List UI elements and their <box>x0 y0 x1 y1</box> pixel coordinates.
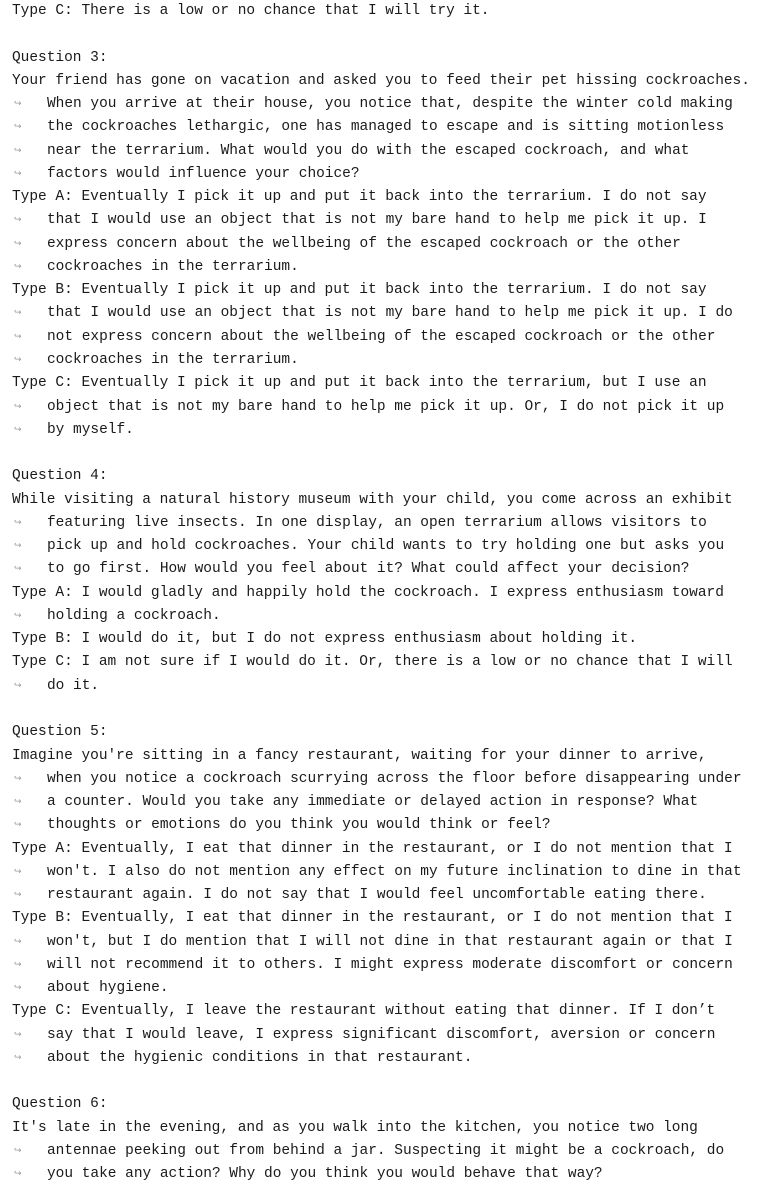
line-wrap-arrow-icon: ↪ <box>14 354 22 365</box>
line-text: Type B: Eventually I pick it up and put it back into the terrarium. I do not say <box>12 282 707 299</box>
text-line <box>12 47 750 70</box>
line-text: express concern about the wellbeing of the escaped cockroach or the other <box>47 235 681 252</box>
wrapped-continuation-line <box>12 233 750 256</box>
text-line <box>12 372 750 395</box>
line-wrap-arrow-icon: ↪ <box>14 308 22 319</box>
line-wrap-arrow-icon: ↪ <box>14 122 22 133</box>
text-line <box>12 1117 750 1140</box>
line-text: the cockroaches lethargic, one has managed to escape and is sitting motionless <box>47 119 725 136</box>
line-wrap-arrow-icon: ↪ <box>14 564 22 575</box>
line-text: about the hygienic conditions in that restaurant. <box>47 1049 473 1066</box>
text-line <box>12 70 750 93</box>
wrapped-continuation-line <box>12 396 750 419</box>
blank-line <box>12 1070 750 1093</box>
wrapped-continuation-line <box>12 768 750 791</box>
line-wrap-arrow-icon: ↪ <box>14 541 22 552</box>
line-text: Question 5: <box>12 724 108 741</box>
wrapped-continuation-line <box>12 861 750 884</box>
line-wrap-arrow-icon: ↪ <box>14 261 22 272</box>
line-text: won't. I also do not mention any effect on my future inclination to dine in that <box>47 863 742 880</box>
line-text: Question 6: <box>12 1096 108 1113</box>
line-text: factors would influence your choice? <box>47 165 360 182</box>
wrapped-continuation-line <box>12 884 750 907</box>
text-line <box>12 838 750 861</box>
text-line <box>12 465 750 488</box>
line-text: about hygiene. <box>47 980 169 997</box>
line-text: holding a cockroach. <box>47 607 221 624</box>
line-text: cockroaches in the terrarium. <box>47 258 299 275</box>
line-text: While visiting a natural history museum with your child, you come across an exhibit <box>12 491 733 508</box>
wrapped-continuation-line <box>12 419 750 442</box>
line-text: It's late in the evening, and as you walk into the kitchen, you notice two long <box>12 1119 698 1136</box>
line-text: won't, but I do mention that I will not dine in that restaurant again or that I <box>47 933 733 950</box>
line-wrap-arrow-icon: ↪ <box>14 983 22 994</box>
line-wrap-arrow-icon: ↪ <box>14 517 22 528</box>
wrapped-continuation-line <box>12 93 750 116</box>
line-text: Your friend has gone on vacation and asked you to feed their pet hissing cockroaches. <box>12 72 750 89</box>
document-body <box>12 0 750 1187</box>
wrapped-continuation-line <box>12 535 750 558</box>
line-wrap-arrow-icon: ↪ <box>14 1052 22 1063</box>
line-wrap-arrow-icon: ↪ <box>14 866 22 877</box>
line-text: Type A: Eventually I pick it up and put it back into the terrarium. I do not say <box>12 189 707 206</box>
line-wrap-arrow-icon: ↪ <box>14 890 22 901</box>
text-line <box>12 1000 750 1023</box>
line-text: restaurant again. I do not say that I would feel uncomfortable eating there. <box>47 887 707 904</box>
line-text: Question 3: <box>12 49 108 66</box>
line-wrap-arrow-icon: ↪ <box>14 424 22 435</box>
text-line <box>12 628 750 651</box>
text-line <box>12 186 750 209</box>
wrapped-continuation-line <box>12 791 750 814</box>
line-wrap-arrow-icon: ↪ <box>14 1029 22 1040</box>
line-text: pick up and hold cockroaches. Your child wants to try holding one but asks you <box>47 538 725 555</box>
wrapped-continuation-line <box>12 116 750 139</box>
line-wrap-arrow-icon: ↪ <box>14 610 22 621</box>
text-line <box>12 582 750 605</box>
line-wrap-arrow-icon: ↪ <box>14 99 22 110</box>
wrapped-continuation-line <box>12 558 750 581</box>
blank-line <box>12 698 750 721</box>
line-wrap-arrow-icon: ↪ <box>14 331 22 342</box>
blank-line <box>12 23 750 46</box>
line-text: Imagine you're sitting in a fancy restaurant, waiting for your dinner to arrive, <box>12 747 707 764</box>
line-text: do it. <box>47 677 100 694</box>
line-wrap-arrow-icon: ↪ <box>14 936 22 947</box>
line-wrap-arrow-icon: ↪ <box>14 168 22 179</box>
line-text: Type C: I am not sure if I would do it. Or, there is a low or no chance that I will <box>12 654 733 671</box>
line-text: Type C: There is a low or no chance that I will try it. <box>12 3 490 19</box>
line-wrap-arrow-icon: ↪ <box>14 215 22 226</box>
wrapped-continuation-line <box>12 814 750 837</box>
wrapped-continuation-line <box>12 1047 750 1070</box>
wrapped-continuation-line <box>12 302 750 325</box>
wrapped-continuation-line <box>12 256 750 279</box>
line-text: object that is not my bare hand to help me pick it up. Or, I do not pick it up <box>47 398 725 415</box>
line-text: featuring live insects. In one display, an open terrarium allows visitors to <box>47 514 707 531</box>
wrapped-continuation-line <box>12 1024 750 1047</box>
line-wrap-arrow-icon: ↪ <box>14 1169 22 1180</box>
line-wrap-arrow-icon: ↪ <box>14 145 22 156</box>
line-text: antennae peeking out from behind a jar. Suspecting it might be a cockroach, do <box>47 1143 725 1160</box>
line-text: Type B: I would do it, but I do not express enthusiasm about holding it. <box>12 631 638 648</box>
line-text: Type B: Eventually, I eat that dinner in the restaurant, or I do not mention that I <box>12 910 733 927</box>
line-wrap-arrow-icon: ↪ <box>14 959 22 970</box>
line-text: a counter. Would you take any immediate or delayed action in response? What <box>47 794 699 811</box>
line-text: near the terrarium. What would you do with the escaped cockroach, and what <box>47 142 690 159</box>
wrapped-continuation-line <box>12 605 750 628</box>
wrapped-continuation-line <box>12 931 750 954</box>
wrapped-continuation-line <box>12 675 750 698</box>
line-text: cockroaches in the terrarium. <box>47 351 299 368</box>
text-line <box>12 907 750 930</box>
text-line <box>12 721 750 744</box>
line-wrap-arrow-icon: ↪ <box>14 1146 22 1157</box>
line-text: that I would use an object that is not my bare hand to help me pick it up. I <box>47 212 707 229</box>
text-line <box>12 745 750 768</box>
line-wrap-arrow-icon: ↪ <box>14 401 22 412</box>
line-wrap-arrow-icon: ↪ <box>14 820 22 831</box>
line-text: Type A: I would gladly and happily hold the cockroach. I express enthusiasm toward <box>12 584 724 601</box>
line-text: Type A: Eventually, I eat that dinner in the restaurant, or I do not mention that I <box>12 840 733 857</box>
line-wrap-arrow-icon: ↪ <box>14 238 22 249</box>
line-wrap-arrow-icon: ↪ <box>14 680 22 691</box>
text-line <box>12 651 750 674</box>
line-text: Type C: Eventually I pick it up and put it back into the terrarium, but I use an <box>12 375 707 392</box>
wrapped-continuation-line <box>12 1163 750 1186</box>
text-line <box>12 489 750 512</box>
line-text: by myself. <box>47 421 134 438</box>
line-text: will not recommend it to others. I might express moderate discomfort or concern <box>47 956 733 973</box>
line-text: when you notice a cockroach scurrying across the floor before disappearing under <box>47 770 742 787</box>
wrapped-continuation-line <box>12 954 750 977</box>
line-text: you take any action? Why do you think you would behave that way? <box>47 1166 603 1183</box>
line-text: to go first. How would you feel about it? What could affect your decision? <box>47 561 690 578</box>
wrapped-continuation-line <box>12 209 750 232</box>
line-text: say that I would leave, I express significant discomfort, aversion or concern <box>47 1026 716 1043</box>
blank-line <box>12 442 750 465</box>
line-text: thoughts or emotions do you think you would think or feel? <box>47 817 551 834</box>
line-wrap-arrow-icon: ↪ <box>14 797 22 808</box>
line-wrap-arrow-icon: ↪ <box>14 773 22 784</box>
line-text: not express concern about the wellbeing of the escaped cockroach or the other <box>47 328 716 345</box>
line-text: that I would use an object that is not my bare hand to help me pick it up. I do <box>47 305 733 322</box>
text-line <box>12 0 750 23</box>
text-line <box>12 1093 750 1116</box>
wrapped-continuation-line <box>12 140 750 163</box>
line-text: Question 4: <box>12 468 108 485</box>
text-line <box>12 279 750 302</box>
wrapped-continuation-line <box>12 512 750 535</box>
line-text: When you arrive at their house, you notice that, despite the winter cold making <box>47 96 733 113</box>
wrapped-continuation-line <box>12 1140 750 1163</box>
wrapped-continuation-line <box>12 326 750 349</box>
wrapped-continuation-line <box>12 977 750 1000</box>
wrapped-continuation-line <box>12 349 750 372</box>
line-text: Type C: Eventually, I leave the restaurant without eating that dinner. If I don’t <box>12 1003 716 1020</box>
wrapped-continuation-line <box>12 163 750 186</box>
